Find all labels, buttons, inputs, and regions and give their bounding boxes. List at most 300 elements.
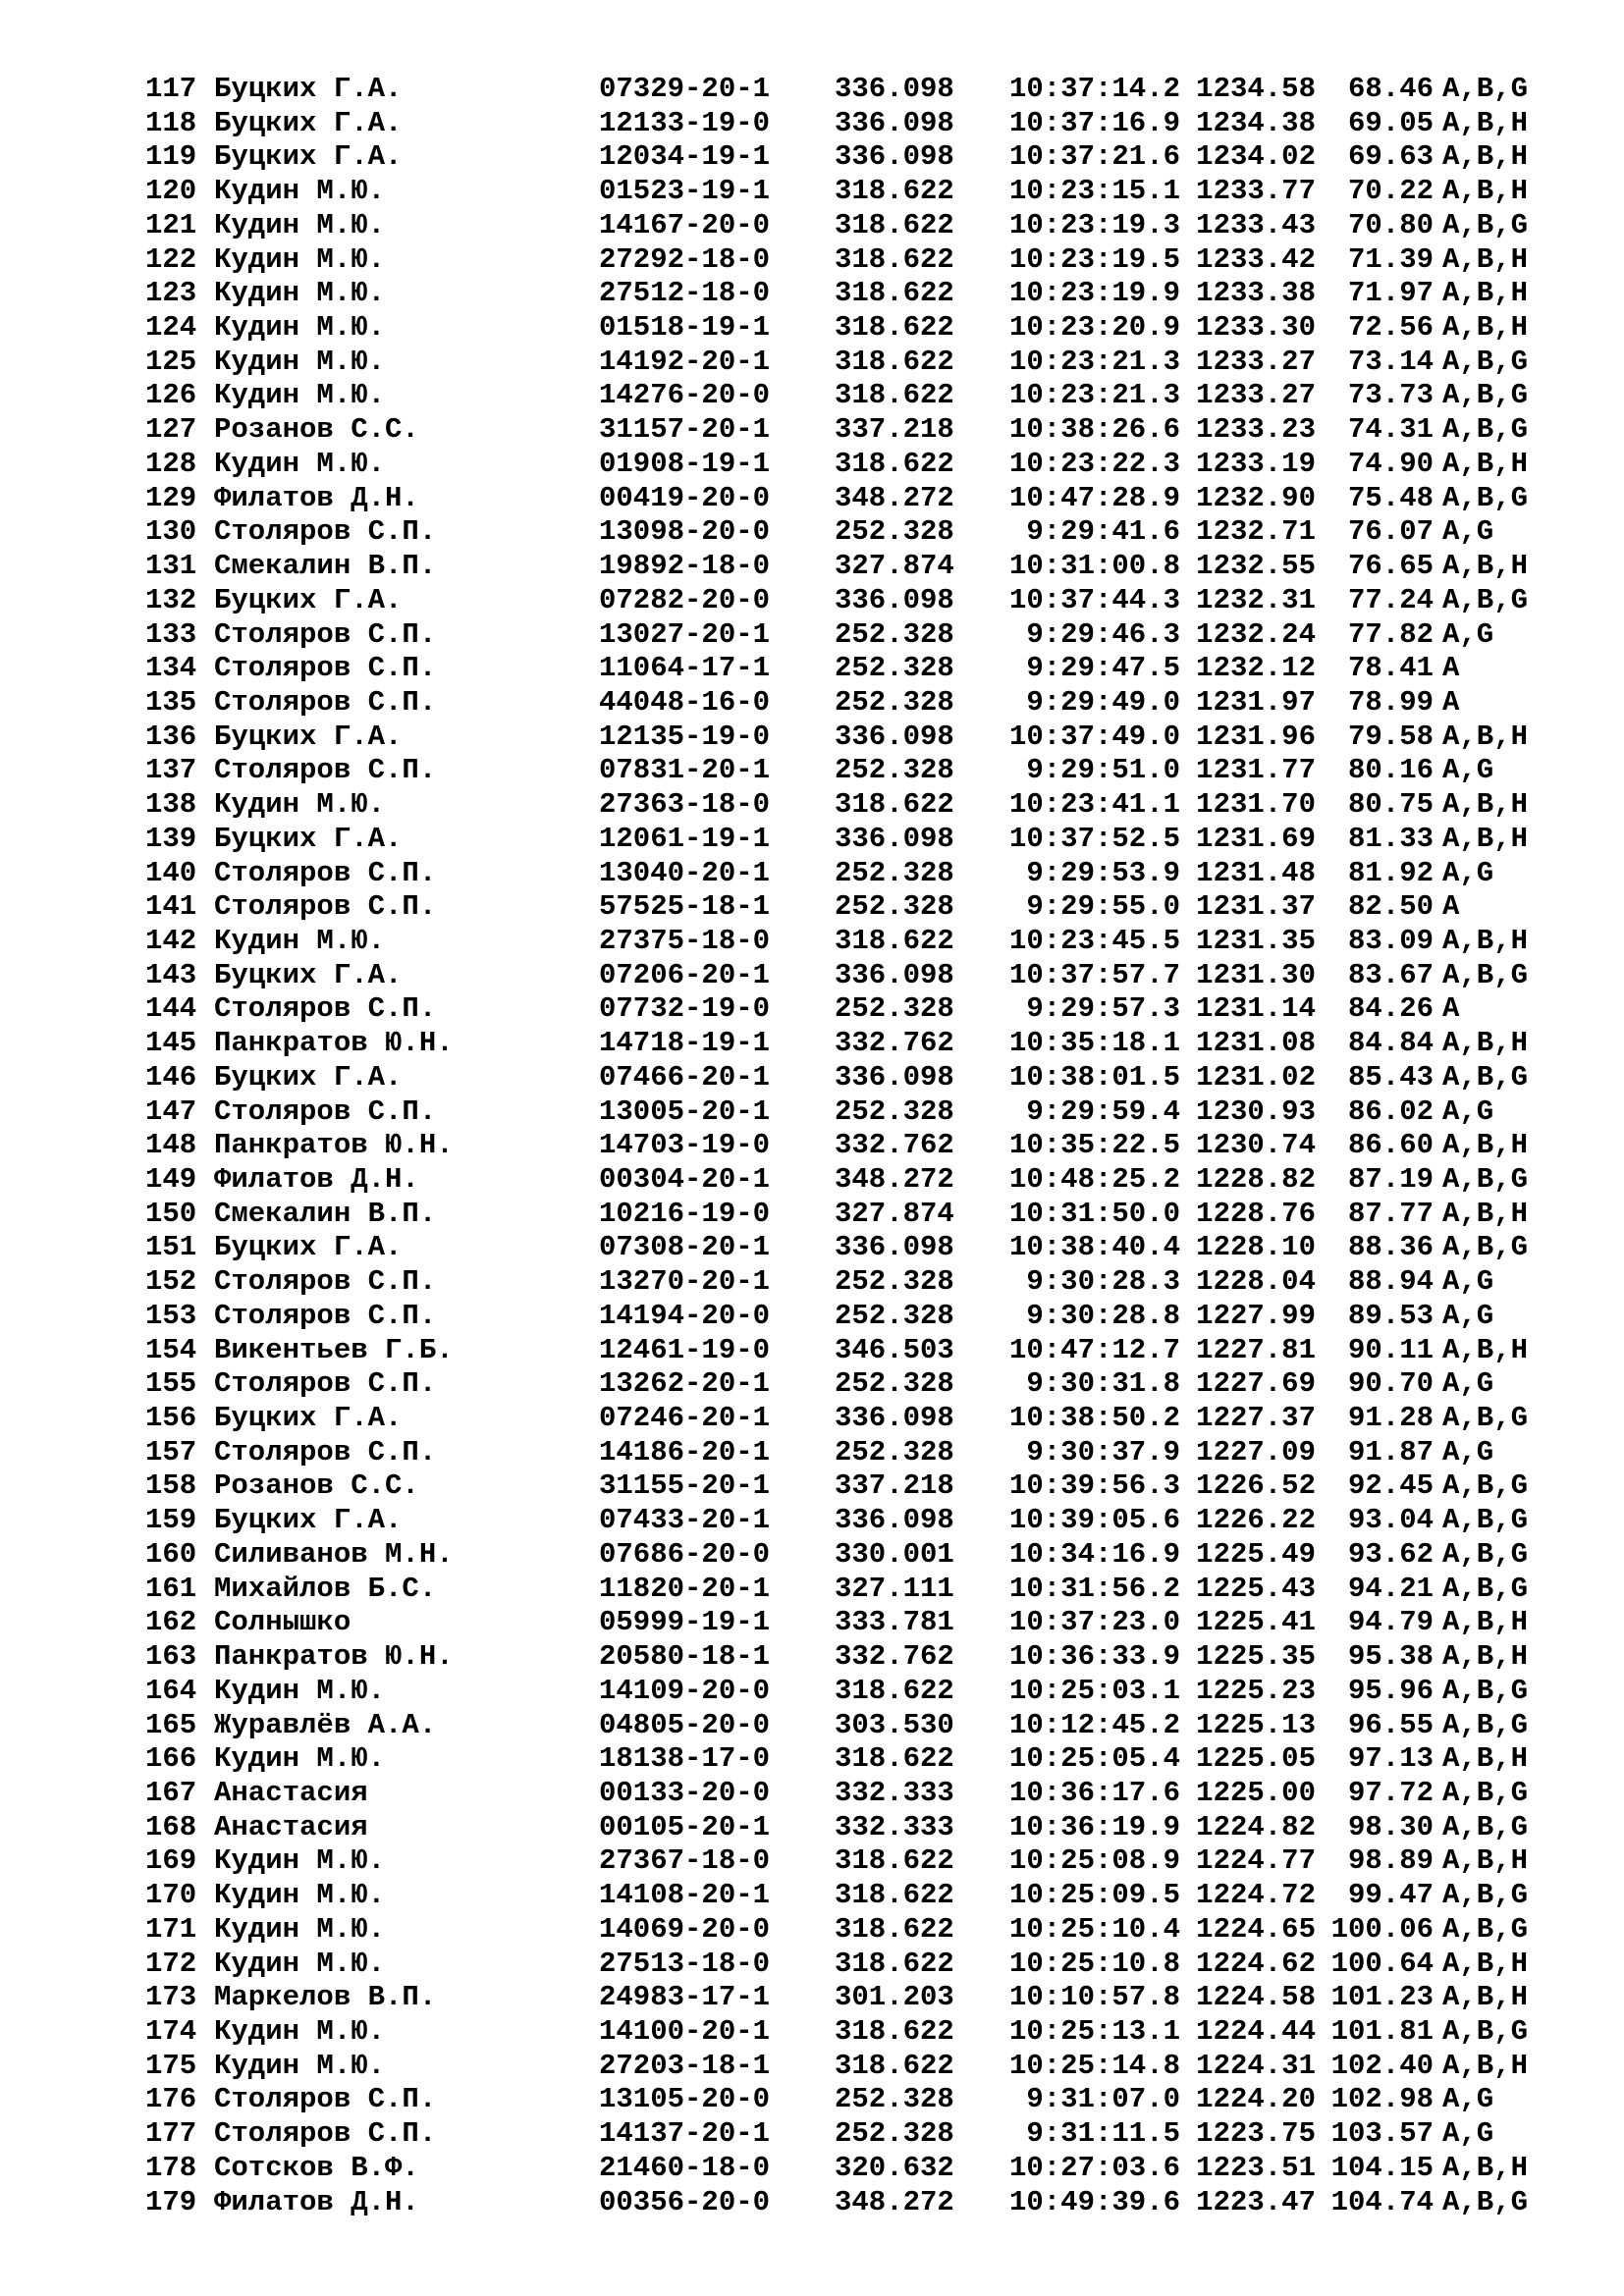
distance: 252.328 xyxy=(835,1367,954,1401)
arrival-time: 10:38:50.2 xyxy=(1008,1402,1180,1435)
speed: 1230.93 xyxy=(1196,1095,1316,1128)
place-number: 141 xyxy=(145,890,197,924)
points: 77.24 xyxy=(1347,583,1434,616)
table-row xyxy=(145,925,1540,959)
ring-id: 14192-20-1 xyxy=(599,345,771,378)
points: 94.21 xyxy=(1347,1572,1434,1605)
points: 89.53 xyxy=(1347,1299,1434,1332)
table-row xyxy=(145,721,1540,755)
participant-name: Кудин М.Ю. xyxy=(214,379,386,412)
distance: 332.762 xyxy=(835,1027,954,1060)
speed: 1233.23 xyxy=(1196,413,1316,447)
speed: 1231.48 xyxy=(1196,856,1316,889)
arrival-time: 9:30:31.8 xyxy=(1026,1367,1180,1401)
points: 95.38 xyxy=(1347,1640,1434,1674)
points: 93.04 xyxy=(1347,1504,1434,1537)
participant-name: Кудин М.Ю. xyxy=(214,2014,386,2048)
distance: 336.098 xyxy=(835,106,954,139)
ring-id: 07433-20-1 xyxy=(599,1504,771,1537)
place-number: 160 xyxy=(145,1537,197,1571)
arrival-time: 10:34:16.9 xyxy=(1008,1537,1180,1571)
place-number: 162 xyxy=(145,1606,197,1639)
ring-id: 27513-18-0 xyxy=(599,1947,771,1980)
distance: 336.098 xyxy=(835,583,954,616)
classes: A,B,H xyxy=(1442,1027,1529,1060)
classes: A,B,G xyxy=(1442,1879,1529,1912)
classes: A,B,G xyxy=(1442,208,1529,241)
points: 91.28 xyxy=(1347,1402,1434,1435)
distance: 332.762 xyxy=(835,1129,954,1162)
arrival-time: 10:47:12.7 xyxy=(1008,1333,1180,1366)
distance: 337.218 xyxy=(835,413,954,447)
speed: 1226.22 xyxy=(1196,1504,1316,1537)
participant-name: Столяров С.П. xyxy=(214,856,437,889)
participant-name: Столяров С.П. xyxy=(214,617,437,651)
ring-id: 14194-20-0 xyxy=(599,1299,771,1332)
ring-id: 07466-20-1 xyxy=(599,1060,771,1094)
classes: A,B,H xyxy=(1442,788,1529,822)
points: 104.74 xyxy=(1330,2185,1434,2218)
table-row xyxy=(145,1231,1540,1265)
distance: 252.328 xyxy=(835,992,954,1026)
table-row xyxy=(145,1334,1540,1368)
place-number: 122 xyxy=(145,242,197,276)
arrival-time: 10:37:57.7 xyxy=(1008,958,1180,991)
participant-name: Столяров С.П. xyxy=(214,2117,437,2151)
speed: 1231.97 xyxy=(1196,685,1316,719)
ring-id: 07282-20-0 xyxy=(599,583,771,616)
points: 88.94 xyxy=(1347,1265,1434,1299)
participant-name: Кудин М.Ю. xyxy=(214,1912,386,1946)
arrival-time: 10:38:40.4 xyxy=(1008,1231,1180,1264)
participant-name: Столяров С.П. xyxy=(214,1095,437,1128)
ring-id: 07329-20-1 xyxy=(599,73,771,105)
participant-name: Смекалин В.П. xyxy=(214,550,437,583)
classes: A,B,G xyxy=(1442,958,1529,991)
place-number: 154 xyxy=(145,1333,197,1366)
place-number: 121 xyxy=(145,208,197,241)
place-number: 124 xyxy=(145,311,197,345)
ring-id: 27512-18-0 xyxy=(599,277,771,310)
distance: 320.632 xyxy=(835,2151,954,2184)
table-row xyxy=(145,1811,1540,1845)
ring-id: 11064-17-1 xyxy=(599,652,771,685)
arrival-time: 10:49:39.6 xyxy=(1008,2185,1180,2218)
participant-name: Буцких Г.А. xyxy=(214,822,403,855)
classes: A,B,H xyxy=(1442,2151,1529,2184)
participant-name: Кудин М.Ю. xyxy=(214,1674,386,1707)
classes: A,B,H xyxy=(1442,1606,1529,1639)
participant-name: Буцких Г.А. xyxy=(214,958,403,991)
ring-id: 18138-17-0 xyxy=(599,1742,771,1776)
points: 101.81 xyxy=(1330,2014,1434,2048)
speed: 1224.72 xyxy=(1196,1879,1316,1912)
place-number: 153 xyxy=(145,1299,197,1332)
speed: 1227.81 xyxy=(1196,1333,1316,1366)
classes: A xyxy=(1442,890,1460,924)
points: 73.14 xyxy=(1347,345,1434,378)
ring-id: 14109-20-0 xyxy=(599,1674,771,1707)
participant-name: Анастасия xyxy=(214,1776,368,1809)
table-row xyxy=(145,2050,1540,2084)
arrival-time: 10:39:56.3 xyxy=(1008,1469,1180,1503)
speed: 1231.77 xyxy=(1196,754,1316,787)
arrival-time: 9:31:07.0 xyxy=(1026,2083,1180,2116)
participant-name: Кудин М.Ю. xyxy=(214,924,386,957)
classes: A xyxy=(1442,652,1460,685)
arrival-time: 10:37:44.3 xyxy=(1008,583,1180,616)
distance: 252.328 xyxy=(835,890,954,924)
table-row xyxy=(145,311,1540,346)
distance: 252.328 xyxy=(835,515,954,549)
ring-id: 00304-20-1 xyxy=(599,1163,771,1196)
points: 93.62 xyxy=(1347,1537,1434,1571)
classes: A,B,G xyxy=(1442,1231,1529,1264)
ring-id: 14100-20-1 xyxy=(599,2014,771,2048)
arrival-time: 10:37:23.0 xyxy=(1008,1606,1180,1639)
speed: 1233.77 xyxy=(1196,175,1316,208)
participant-name: Силиванов М.Н. xyxy=(214,1537,454,1571)
participant-name: Буцких Г.А. xyxy=(214,1060,403,1094)
distance: 252.328 xyxy=(835,617,954,651)
speed: 1233.43 xyxy=(1196,208,1316,241)
speed: 1233.27 xyxy=(1196,345,1316,378)
place-number: 145 xyxy=(145,1027,197,1060)
arrival-time: 10:25:13.1 xyxy=(1008,2014,1180,2048)
table-row xyxy=(145,1402,1540,1436)
ring-id: 07308-20-1 xyxy=(599,1231,771,1264)
ring-id: 13027-20-1 xyxy=(599,617,771,651)
place-number: 127 xyxy=(145,413,197,447)
distance: 318.622 xyxy=(835,379,954,412)
place-number: 158 xyxy=(145,1469,197,1503)
classes: A,G xyxy=(1442,515,1494,549)
place-number: 155 xyxy=(145,1367,197,1401)
classes: A,B,H xyxy=(1442,822,1529,855)
points: 99.47 xyxy=(1347,1879,1434,1912)
distance: 318.622 xyxy=(835,208,954,241)
participant-name: Столяров С.П. xyxy=(214,685,437,719)
speed: 1224.20 xyxy=(1196,2083,1316,2116)
speed: 1224.65 xyxy=(1196,1912,1316,1946)
distance: 332.333 xyxy=(835,1810,954,1843)
points: 86.02 xyxy=(1347,1095,1434,1128)
speed: 1225.43 xyxy=(1196,1572,1316,1605)
participant-name: Кудин М.Ю. xyxy=(214,345,386,378)
participant-name: Филатов Д.Н. xyxy=(214,1163,419,1196)
points: 69.63 xyxy=(1347,140,1434,174)
classes: A,B,H xyxy=(1442,2049,1529,2082)
points: 68.46 xyxy=(1347,73,1434,105)
speed: 1233.19 xyxy=(1196,447,1316,480)
points: 86.60 xyxy=(1347,1129,1434,1162)
table-row xyxy=(145,1742,1540,1777)
speed: 1232.12 xyxy=(1196,652,1316,685)
arrival-time: 10:37:21.6 xyxy=(1008,140,1180,174)
distance: 318.622 xyxy=(835,1879,954,1912)
place-number: 172 xyxy=(145,1947,197,1980)
arrival-time: 10:31:56.2 xyxy=(1008,1572,1180,1605)
points: 98.89 xyxy=(1347,1844,1434,1878)
distance: 252.328 xyxy=(835,685,954,719)
classes: A,B,G xyxy=(1442,1504,1529,1537)
ring-id: 27375-18-0 xyxy=(599,924,771,957)
distance: 336.098 xyxy=(835,1504,954,1537)
distance: 333.781 xyxy=(835,1606,954,1639)
place-number: 131 xyxy=(145,550,197,583)
place-number: 142 xyxy=(145,924,197,957)
arrival-time: 10:36:33.9 xyxy=(1008,1640,1180,1674)
points: 85.43 xyxy=(1347,1060,1434,1094)
ring-id: 07686-20-0 xyxy=(599,1537,771,1571)
participant-name: Розанов С.С. xyxy=(214,1469,419,1503)
place-number: 151 xyxy=(145,1231,197,1264)
results-table xyxy=(145,73,1540,2219)
arrival-time: 10:23:21.3 xyxy=(1008,345,1180,378)
speed: 1231.14 xyxy=(1196,992,1316,1026)
ring-id: 10216-19-0 xyxy=(599,1197,771,1230)
place-number: 161 xyxy=(145,1572,197,1605)
speed: 1223.47 xyxy=(1196,2185,1316,2218)
points: 78.41 xyxy=(1347,652,1434,685)
distance: 252.328 xyxy=(835,754,954,787)
participant-name: Буцких Г.А. xyxy=(214,1231,403,1264)
classes: A,B,H xyxy=(1442,106,1529,139)
arrival-time: 9:30:37.9 xyxy=(1026,1435,1180,1468)
ring-id: 19892-18-0 xyxy=(599,550,771,583)
ring-id: 01518-19-1 xyxy=(599,311,771,345)
participant-name: Кудин М.Ю. xyxy=(214,311,386,345)
speed: 1224.82 xyxy=(1196,1810,1316,1843)
participant-name: Викентьев Г.Б. xyxy=(214,1333,454,1366)
participant-name: Филатов Д.Н. xyxy=(214,481,419,514)
speed: 1224.58 xyxy=(1196,1981,1316,2014)
ring-id: 01908-19-1 xyxy=(599,447,771,480)
speed: 1231.70 xyxy=(1196,788,1316,822)
distance: 252.328 xyxy=(835,2117,954,2151)
points: 73.73 xyxy=(1347,379,1434,412)
participant-name: Столяров С.П. xyxy=(214,652,437,685)
ring-id: 07732-19-0 xyxy=(599,992,771,1026)
points: 104.15 xyxy=(1330,2151,1434,2184)
place-number: 137 xyxy=(145,754,197,787)
participant-name: Столяров С.П. xyxy=(214,1299,437,1332)
table-row xyxy=(145,1367,1540,1402)
ring-id: 13270-20-1 xyxy=(599,1265,771,1299)
participant-name: Кудин М.Ю. xyxy=(214,1844,386,1878)
classes: A,B,G xyxy=(1442,1537,1529,1571)
points: 74.90 xyxy=(1347,447,1434,480)
points: 101.23 xyxy=(1330,1981,1434,2014)
arrival-time: 9:30:28.8 xyxy=(1026,1299,1180,1332)
points: 90.70 xyxy=(1347,1367,1434,1401)
table-row xyxy=(145,140,1540,175)
place-number: 129 xyxy=(145,481,197,514)
points: 76.65 xyxy=(1347,550,1434,583)
points: 84.26 xyxy=(1347,992,1434,1026)
table-row xyxy=(145,652,1540,686)
distance: 337.218 xyxy=(835,1469,954,1503)
distance: 318.622 xyxy=(835,175,954,208)
participant-name: Буцких Г.А. xyxy=(214,106,403,139)
arrival-time: 10:37:49.0 xyxy=(1008,720,1180,753)
distance: 332.762 xyxy=(835,1640,954,1674)
speed: 1224.77 xyxy=(1196,1844,1316,1878)
place-number: 174 xyxy=(145,2014,197,2048)
table-row xyxy=(145,209,1540,243)
distance: 318.622 xyxy=(835,277,954,310)
arrival-time: 10:23:21.3 xyxy=(1008,379,1180,412)
place-number: 152 xyxy=(145,1265,197,1299)
distance: 327.874 xyxy=(835,550,954,583)
points: 76.07 xyxy=(1347,515,1434,549)
arrival-time: 10:31:50.0 xyxy=(1008,1197,1180,1230)
classes: A,G xyxy=(1442,1299,1494,1332)
distance: 336.098 xyxy=(835,720,954,753)
place-number: 176 xyxy=(145,2083,197,2116)
place-number: 117 xyxy=(145,73,197,105)
place-number: 144 xyxy=(145,992,197,1026)
speed: 1234.58 xyxy=(1196,73,1316,105)
distance: 318.622 xyxy=(835,924,954,957)
distance: 252.328 xyxy=(835,1435,954,1468)
points: 91.87 xyxy=(1347,1435,1434,1468)
points: 78.99 xyxy=(1347,685,1434,719)
classes: A,B,H xyxy=(1442,1129,1529,1162)
classes: A,B,G xyxy=(1442,1776,1529,1809)
distance: 348.272 xyxy=(835,481,954,514)
classes: A,G xyxy=(1442,1095,1494,1128)
table-row xyxy=(145,754,1540,788)
ring-id: 12135-19-0 xyxy=(599,720,771,753)
distance: 336.098 xyxy=(835,958,954,991)
participant-name: Кудин М.Ю. xyxy=(214,2049,386,2082)
table-row xyxy=(145,1300,1540,1334)
speed: 1227.09 xyxy=(1196,1435,1316,1468)
arrival-time: 10:25:03.1 xyxy=(1008,1674,1180,1707)
distance: 318.622 xyxy=(835,2049,954,2082)
arrival-time: 10:25:14.8 xyxy=(1008,2049,1180,2082)
classes: A,G xyxy=(1442,2117,1494,2151)
speed: 1223.75 xyxy=(1196,2117,1316,2151)
place-number: 119 xyxy=(145,140,197,174)
distance: 318.622 xyxy=(835,1912,954,1946)
table-row xyxy=(145,1198,1540,1232)
distance: 346.503 xyxy=(835,1333,954,1366)
speed: 1228.10 xyxy=(1196,1231,1316,1264)
table-row xyxy=(145,1061,1540,1095)
points: 71.39 xyxy=(1347,242,1434,276)
participant-name: Смекалин В.П. xyxy=(214,1197,437,1230)
place-number: 169 xyxy=(145,1844,197,1878)
ring-id: 04805-20-0 xyxy=(599,1708,771,1741)
table-row xyxy=(145,2186,1540,2220)
place-number: 173 xyxy=(145,1981,197,2014)
table-row xyxy=(145,346,1540,380)
table-row xyxy=(145,1163,1540,1198)
speed: 1231.02 xyxy=(1196,1060,1316,1094)
classes: A,B,H xyxy=(1442,550,1529,583)
place-number: 148 xyxy=(145,1129,197,1162)
arrival-time: 9:29:55.0 xyxy=(1026,890,1180,924)
table-row xyxy=(145,992,1540,1027)
arrival-time: 10:36:19.9 xyxy=(1008,1810,1180,1843)
arrival-time: 10:25:10.4 xyxy=(1008,1912,1180,1946)
speed: 1232.24 xyxy=(1196,617,1316,651)
classes: A,G xyxy=(1442,1265,1494,1299)
place-number: 134 xyxy=(145,652,197,685)
table-row xyxy=(145,482,1540,516)
classes: A,B,H xyxy=(1442,1947,1529,1980)
table-row xyxy=(145,413,1540,448)
arrival-time: 9:29:41.6 xyxy=(1026,515,1180,549)
place-number: 123 xyxy=(145,277,197,310)
arrival-time: 10:23:22.3 xyxy=(1008,447,1180,480)
classes: A,B,G xyxy=(1442,1469,1529,1503)
table-row xyxy=(145,1675,1540,1709)
table-row xyxy=(145,1948,1540,1982)
table-row xyxy=(145,959,1540,993)
speed: 1225.13 xyxy=(1196,1708,1316,1741)
place-number: 150 xyxy=(145,1197,197,1230)
speed: 1231.30 xyxy=(1196,958,1316,991)
table-row xyxy=(145,686,1540,721)
participant-name: Кудин М.Ю. xyxy=(214,788,386,822)
participant-name: Столяров С.П. xyxy=(214,1367,437,1401)
points: 74.31 xyxy=(1347,413,1434,447)
arrival-time: 9:31:11.5 xyxy=(1026,2117,1180,2151)
ring-id: 00419-20-0 xyxy=(599,481,771,514)
points: 69.05 xyxy=(1347,106,1434,139)
participant-name: Кудин М.Ю. xyxy=(214,1947,386,1980)
points: 96.55 xyxy=(1347,1708,1434,1741)
points: 87.19 xyxy=(1347,1163,1434,1196)
arrival-time: 9:30:28.3 xyxy=(1026,1265,1180,1299)
place-number: 177 xyxy=(145,2117,197,2151)
place-number: 126 xyxy=(145,379,197,412)
arrival-time: 9:29:53.9 xyxy=(1026,856,1180,889)
distance: 332.333 xyxy=(835,1776,954,1809)
classes: A,B,H xyxy=(1442,140,1529,174)
arrival-time: 10:37:52.5 xyxy=(1008,822,1180,855)
classes: A,G xyxy=(1442,1367,1494,1401)
classes: A,B,G xyxy=(1442,2014,1529,2048)
arrival-time: 10:37:14.2 xyxy=(1008,73,1180,105)
points: 81.92 xyxy=(1347,856,1434,889)
place-number: 168 xyxy=(145,1810,197,1843)
participant-name: Столяров С.П. xyxy=(214,992,437,1026)
speed: 1232.71 xyxy=(1196,515,1316,549)
distance: 327.111 xyxy=(835,1572,954,1605)
distance: 336.098 xyxy=(835,822,954,855)
ring-id: 12061-19-1 xyxy=(599,822,771,855)
ring-id: 14718-19-1 xyxy=(599,1027,771,1060)
place-number: 143 xyxy=(145,958,197,991)
ring-id: 21460-18-0 xyxy=(599,2151,771,2184)
classes: A,B,G xyxy=(1442,345,1529,378)
participant-name: Панкратов Ю.Н. xyxy=(214,1129,454,1162)
participant-name: Михайлов Б.С. xyxy=(214,1572,437,1605)
table-row xyxy=(145,379,1540,413)
classes: A,B,H xyxy=(1442,1197,1529,1230)
ring-id: 00105-20-1 xyxy=(599,1810,771,1843)
speed: 1228.76 xyxy=(1196,1197,1316,1230)
arrival-time: 10:38:01.5 xyxy=(1008,1060,1180,1094)
speed: 1227.37 xyxy=(1196,1402,1316,1435)
participant-name: Буцких Г.А. xyxy=(214,720,403,753)
participant-name: Анастасия xyxy=(214,1810,368,1843)
distance: 336.098 xyxy=(835,1231,954,1264)
